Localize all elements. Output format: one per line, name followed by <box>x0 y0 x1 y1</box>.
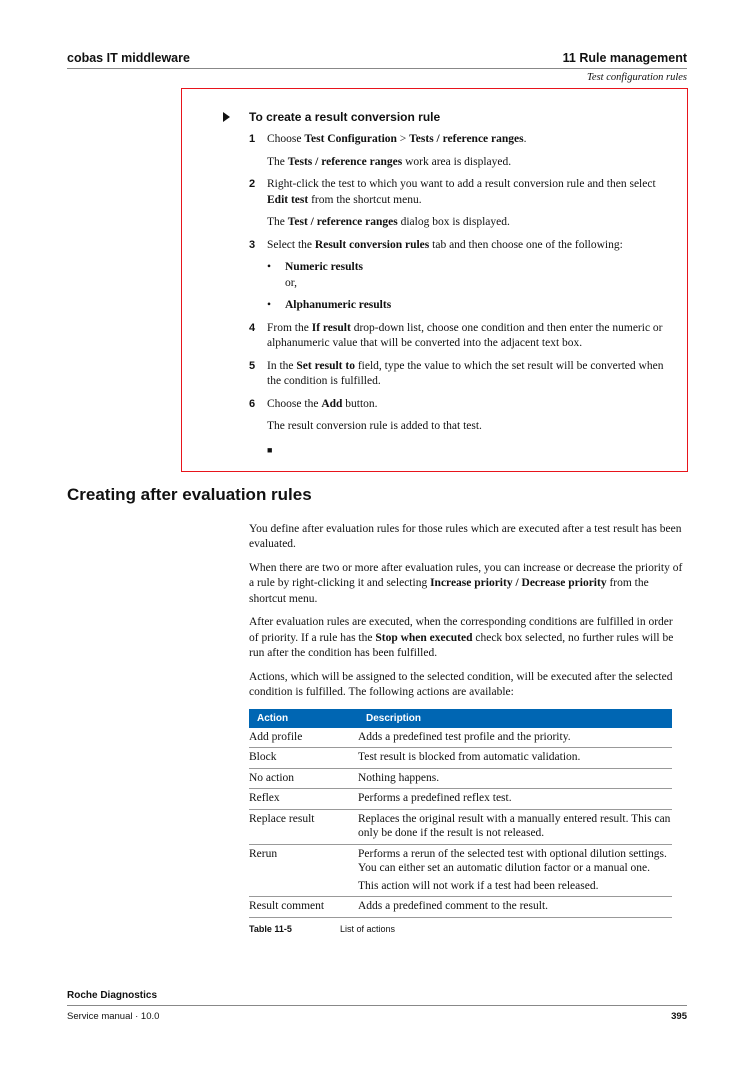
procedure-heading <box>249 109 687 125</box>
end-mark-icon: ■ <box>267 444 273 455</box>
step-5-text: In the Set result to field, type the value to which the set result will be converted when the condition is fulfilled. <box>267 359 664 387</box>
highlight-box <box>181 88 688 472</box>
step-2-text: Right-click the test to which you want to add a result conversion rule and then select Edit test from the shortcut menu. <box>267 178 656 206</box>
paragraph: After evaluation rules are executed, when the corresponding conditions are fulfilled in order of priority. If a rule has the Stop when executed check box selected, no further rules will be run after the condition has been fulfilled. <box>249 616 674 659</box>
step-number: 4 <box>249 321 256 334</box>
bullet-item <box>267 298 669 314</box>
cell-description <box>358 768 672 789</box>
bullet-icon: • <box>267 261 272 273</box>
step-6 <box>249 397 669 435</box>
table-row <box>249 844 672 897</box>
cell-action: Replace result <box>249 809 358 844</box>
main-content <box>0 88 746 935</box>
step-4-text: From the If result drop-down list, choose one condition and then enter the numeric or alphanumeric value that will be converted into the adjacent text box. <box>267 321 663 349</box>
page-number: 395 <box>671 1011 687 1022</box>
header-product: cobas IT middleware <box>67 51 190 65</box>
header-divider <box>67 68 687 69</box>
table-row <box>249 728 672 748</box>
step-5 <box>249 359 669 390</box>
table-caption-row <box>249 923 746 935</box>
description-text: Adds a predefined test profile and the priority. <box>358 730 571 743</box>
bullet-numeric: Numeric results <box>285 261 364 273</box>
description-text: Replaces the original result with a manually entered result. This can only be done if the result is not released. <box>358 812 671 839</box>
bullet-alphanumeric: Alphanumeric results <box>285 299 392 311</box>
header-chapter: 11 Rule management <box>562 51 687 65</box>
cell-action: Rerun <box>249 844 358 897</box>
actions-table <box>249 709 672 918</box>
step-6-text: Choose the Add button. <box>267 397 378 410</box>
table-row <box>249 789 672 810</box>
cell-action: Result comment <box>249 897 358 918</box>
footer-divider <box>67 1005 687 1006</box>
header-section: Test configuration rules <box>587 72 687 83</box>
step-1-text: Choose Test Configuration > Tests / reference ranges. <box>267 133 527 145</box>
cell-description <box>358 728 672 748</box>
description-text: Adds a predefined comment to the result. <box>358 900 549 912</box>
cell-action: Add profile <box>249 728 358 748</box>
step-2-note: The Test / reference ranges dialog box is displayed. <box>267 216 510 228</box>
bullet-icon: • <box>267 299 272 311</box>
table-row <box>249 748 672 769</box>
cell-description <box>358 897 672 918</box>
footer-manual: Service manual · 10.0 <box>67 1011 160 1022</box>
cell-action: Block <box>249 748 358 769</box>
cell-description <box>358 748 672 769</box>
step-6-note: The result conversion rule is added to that test. <box>267 420 482 432</box>
paragraph: When there are two or more after evaluation rules, you can increase or decrease the priority of a rule by right-clicking it and selecting Increase priority / Decrease priority from the shortcut menu. <box>249 561 683 605</box>
table-caption-label: Table 11-5 <box>249 923 292 934</box>
procedure-title: To create a result conversion rule <box>249 110 441 124</box>
step-1-note: The Tests / reference ranges work area is displayed. <box>267 155 512 168</box>
footer-company: Roche Diagnostics <box>67 990 158 1001</box>
step-number: 5 <box>249 359 256 372</box>
step-2 <box>249 177 669 231</box>
step-1 <box>249 132 669 170</box>
paragraph: You define after evaluation rules for those rules which are executed after a test result has been evaluated. <box>249 522 682 550</box>
description-text: Performs a predefined reflex test. <box>358 792 512 804</box>
step-number: 3 <box>249 238 256 251</box>
description-text: Performs a rerun of the selected test with optional dilution settings. You can either set an automatic dilution factor or a manual one. <box>358 847 667 874</box>
column-header-action: Action <box>249 709 358 728</box>
step-number: 1 <box>249 133 256 145</box>
step-3-text: Select the Result conversion rules tab and then choose one of the following: <box>267 238 623 251</box>
step-4 <box>249 321 669 352</box>
cell-action: No action <box>249 768 358 789</box>
paragraph: Actions, which will be assigned to the selected condition, will be executed after the selected condition is fulfilled. The following actions are available: <box>249 670 673 698</box>
table-row <box>249 897 672 918</box>
description-text: Nothing happens. <box>358 771 440 784</box>
description-text: This action will not work if a test had been released. <box>358 879 599 892</box>
step-3 <box>249 238 669 314</box>
step-number: 6 <box>249 397 256 410</box>
cell-description <box>358 809 672 844</box>
table-row <box>249 768 672 789</box>
table-caption: List of actions <box>340 923 396 934</box>
bullet-item <box>267 260 669 291</box>
step-number: 2 <box>249 178 256 190</box>
cell-action: Reflex <box>249 789 358 810</box>
table-row <box>249 809 672 844</box>
column-header-description: Description <box>358 709 672 728</box>
cell-description <box>358 844 672 897</box>
or-text: or, <box>285 276 297 289</box>
cell-description <box>358 789 672 810</box>
section-title: Creating after evaluation rules <box>67 484 312 504</box>
description-text: Test result is blocked from automatic validation. <box>358 751 581 763</box>
arrow-right-icon <box>223 112 230 122</box>
